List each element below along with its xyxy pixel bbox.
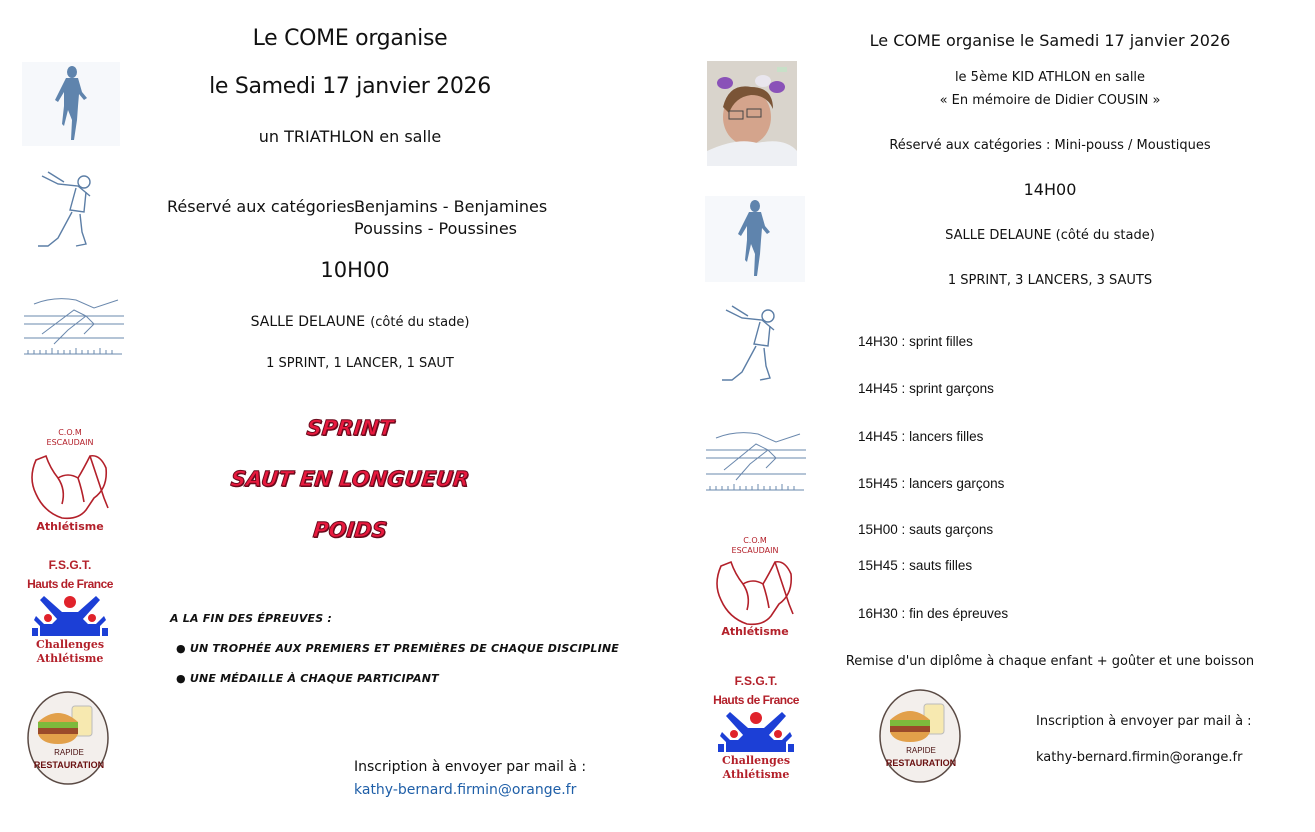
schedule-time: 15H45 [858, 558, 898, 573]
left-categories-line2: Poussins - Poussines [354, 219, 517, 238]
fsgt-logo-line2: Hauts de France [713, 693, 799, 707]
fsgt-logo [710, 674, 802, 784]
right-time: 14H00 [1023, 180, 1077, 199]
club-logo [22, 428, 118, 536]
left-venue-main: SALLE DELAUNE [250, 314, 366, 330]
club-logo-line2: ESCAUDAIN [46, 438, 94, 447]
restaurant-logo-line2: RESTAURATION [885, 758, 957, 768]
left-format: 1 SPRINT, 1 LANCER, 1 SAUT [266, 356, 454, 371]
right-categories: Réservé aux catégories : Mini-pouss / Moustiques [889, 138, 1211, 153]
club-logo-line3: Athlétisme [721, 625, 789, 638]
award-text: UN TROPHÉE AUX PREMIERS ET PREMIÈRES DE CHAQUE DISCIPLINE [189, 642, 620, 655]
schedule-label: fin des épreuves [909, 606, 1009, 621]
restaurant-logo-line1: RAPIDE [54, 748, 84, 757]
award-text: UNE MÉDAILLE À CHAQUE PARTICIPANT [189, 672, 439, 685]
club-logo [707, 536, 803, 640]
right-memorial: « En mémoire de Didier COUSIN » [939, 93, 1161, 108]
schedule-label: sprint garçons [909, 381, 994, 396]
left-categories-line1: Benjamins - Benjamines [354, 197, 548, 216]
right-venue: SALLE DELAUNE (côté du stade) [945, 228, 1155, 243]
restaurant-logo [876, 686, 966, 786]
runner-icon [22, 62, 120, 146]
restaurant-logo-line1: RAPIDE [906, 746, 936, 755]
left-venue [200, 311, 520, 330]
shot-put-icon [712, 302, 792, 384]
award-item [176, 672, 439, 685]
schedule-time: 15H45 [858, 476, 898, 491]
discipline-long-jump: SAUT EN LONGUEUR [229, 467, 471, 491]
schedule-label: sprint filles [909, 334, 973, 349]
left-signup-label: Inscription à envoyer par mail à : [354, 759, 587, 775]
right-event: le 5ème KID ATHLON en salle [954, 70, 1146, 85]
schedule-item: 14H45 : lancers filles [858, 429, 984, 444]
fsgt-figures-icon [716, 710, 796, 754]
schedule-time: 16H30 [858, 606, 898, 621]
schedule-time: 14H45 [858, 429, 898, 444]
fsgt-logo-line2: Hauts de France [27, 577, 113, 591]
schedule-time: 14H45 [858, 381, 898, 396]
schedule-label: lancers filles [909, 429, 984, 444]
restaurant-logo-line2: RESTAURATION [33, 760, 105, 770]
left-title-line1: Le COME organise [252, 26, 448, 51]
right-signup-email[interactable]: kathy-bernard.firmin@orange.fr [1036, 750, 1243, 765]
schedule-label: sauts garçons [909, 522, 994, 537]
runner-icon [705, 196, 805, 282]
bullet-icon: ● [176, 672, 190, 685]
shot-put-icon [28, 168, 108, 250]
left-venue-note: (côté du stade) [370, 315, 470, 330]
schedule-time: 15H00 [858, 522, 898, 537]
fsgt-figures-icon [30, 594, 110, 638]
club-logo-line2: ESCAUDAIN [731, 546, 779, 555]
awards-heading: A LA FIN DES ÉPREUVES : [170, 612, 333, 625]
schedule-item: 15H45 : sauts filles [858, 558, 973, 573]
right-signup-label: Inscription à envoyer par mail à : [1036, 714, 1252, 729]
schedule-item: 15H45 : lancers garçons [858, 476, 1005, 491]
long-jump-icon [706, 428, 806, 498]
fsgt-logo [24, 558, 116, 668]
schedule-label: sauts filles [909, 558, 973, 573]
left-signup-email[interactable]: kathy-bernard.firmin@orange.fr [354, 782, 577, 798]
fsgt-logo-line1: F.S.G.T. [734, 674, 778, 688]
schedule-label: lancers garçons [909, 476, 1005, 491]
left-event: un TRIATHLON en salle [258, 127, 442, 146]
fsgt-logo-line3: Challenges [35, 638, 105, 651]
restaurant-logo [24, 688, 114, 788]
left-categories-label: Réservé aux catégories : [167, 197, 366, 216]
club-logo-line1: C.O.M [58, 428, 82, 437]
schedule-item: 16H30 : fin des épreuves [858, 606, 1009, 621]
right-format: 1 SPRINT, 3 LANCERS, 3 SAUTS [947, 273, 1153, 288]
club-logo-line1: C.O.M [743, 536, 767, 545]
award-item [176, 642, 619, 655]
schedule-time: 14H30 [858, 334, 898, 349]
fsgt-logo-line3: Challenges [721, 754, 791, 767]
club-logo-line3: Athlétisme [36, 520, 104, 533]
bullet-icon: ● [176, 642, 190, 655]
left-time: 10H00 [320, 258, 390, 282]
fsgt-logo-line4: Athlétisme [722, 768, 790, 781]
schedule-item: 14H30 : sprint filles [858, 334, 973, 349]
memorial-photo [707, 61, 797, 166]
right-reward: Remise d'un diplôme à chaque enfant + goûter et une boisson [845, 654, 1255, 669]
long-jump-icon [24, 294, 124, 362]
fsgt-logo-line4: Athlétisme [36, 652, 104, 665]
schedule-item: 14H45 : sprint garçons [858, 381, 994, 396]
discipline-shot-put: POIDS [311, 518, 389, 542]
fsgt-logo-line1: F.S.G.T. [48, 558, 92, 572]
right-title: Le COME organise le Samedi 17 janvier 2026 [869, 31, 1231, 50]
discipline-sprint: SPRINT [305, 416, 395, 440]
left-title-line2: le Samedi 17 janvier 2026 [209, 74, 491, 99]
schedule-item: 15H00 : sauts garçons [858, 522, 994, 537]
